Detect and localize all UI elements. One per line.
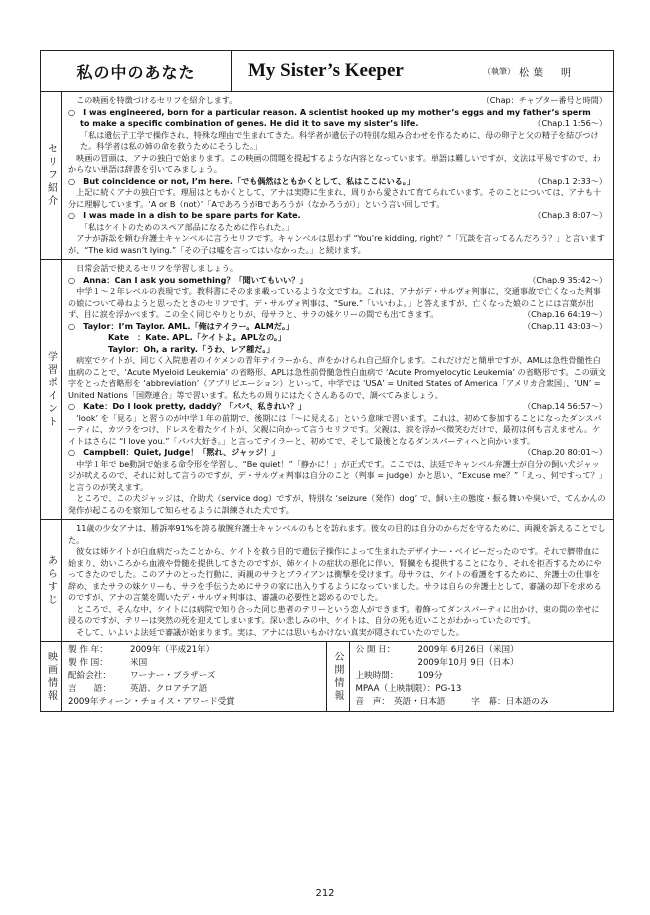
kokai-info-value: 109分 [417,671,443,681]
serif-paragraph-3: アナが訴訟を頼む弁護士キャンベルに言うセリフです。キャンベルは思わず “You’re kidding, right？”「冗談を言ってるんだろう？」と言いますが、“The kid wasn’t lying.”「その子は嘘を言ってはいなかった。」と続けます。 [68,233,605,255]
gakushu-quote-2-chapter: （Chap.11 43:03～） [523,320,607,331]
section-label-arasuji: あらすじ [45,554,57,607]
serif-quote-1: ○ I was engineered, born for a particular reason. A scientist hooked up my mother’s eggs and my father’s sperm [68,106,591,117]
kokai-info-row [356,670,608,683]
kokai-info-row [356,657,608,670]
eiga-info-key: 製 作 年： [68,645,108,655]
eiga-info-row [68,657,320,670]
gakushu-paragraph-5: ところで、この犬ジャッジは、介助犬（service dog）ですが、特別な ‘seizure（発作）dog’ で、飼い主の態度・振る舞いや臭いで、てんかんの発作が起こるのを察知して知らせるように訓練された犬です。 [68,493,606,515]
gakushu-quote-3-chapter: （Chap.14 56:57～） [523,401,607,411]
eiga-info-value: 2009年ティーン・チョイス・アワード受賞 [68,697,235,707]
serif-intro: この映画を特徴づけるセリフを紹介します。 [76,95,238,105]
kokai-info-key [356,657,418,670]
eiga-info-key: 言 語： [68,684,111,694]
author-name: 松葉 明 [519,67,575,79]
gakushu-paragraph-3: ‘look’ を「見る」と習うのが中学１年の前期で、後期には「～に見える」という意味で習います。これは、初めて参加することになったダンスパーティに、カツラをつけ、ドレスを着たケイトが、父親に向かって言うセリフです。父親は、涙を浮かべ微笑むだけで、最初は何も言えません。ケイトはさらに “I love you.”「パパ大好き。」と言ってテイラーと、初めてで、そして最後となるダンスパーティへと向かいます。 [68,412,602,446]
gakushu-quote-1-chapter: （Chap.9 35:42～） [528,274,607,285]
section-label-kokai: 公開情報 [332,650,343,703]
eiga-info-key: 製 作 国： [68,658,108,668]
gakushu-paragraph-2: 病室でケイトが、同じく入院患者のイケメンの青年テイラーから、声をかけられ自己紹介します。これだけだと簡単ですが、AMLは急性骨髄性白血病のことで、‘Acute Myeloid Leukemia’ の省略形、APLは急性前骨髄急性白血病で ‘Acute Promyelocytic Leukemia’ の省略形です。この頭文字をとった省略形を ‘abbreviation’（アブリビエーション）といって、中学では ‘USA’ = United States of America「アメリカ合衆国」、‘UN’ = United Nations「国際連合」等で習います。私たちの周りにはたくさんあるので、調べてみましょう。 [68,355,606,400]
arasuji-paragraph-2: 彼女は姉ケイトが白血病だったことから、ケイトを救う目的で遺伝子操作によって生まれたデザイナー・ベイビーだったのです。それで臍帯血に始まり、幼いころから血液や骨髄を提供してきたのですが、姉ケイトの症状の悪化に伴い、腎臓をも提供することになり、それを拒否するためにやってきたのでした。このアナのとった行動に、両親のサラとブライアンは衝撃を受けます。母サラは、ケイトの看護をするために、弁護士の仕事を辞め、またサラの妹ケリーも、サラを手伝うためにサラの家に出入りするようになっていました。サラは自らの弁護士として、審議の却下を求めるのですが、アナの言葉を聞いたデ・サルヴォ判事は、審議の必要性と認めるのでした。 [68,546,602,602]
gakushu-quote-2c: Taylor：Oh, a rarity.「うわ、レア種だ。」 [108,343,275,354]
kokai-info-row [356,696,608,709]
section-label-gakushu: 学習ポイント [45,350,57,429]
serif-quote-1b: to make a specific combination of genes. He did it to save my sister’s life. [80,118,419,128]
author-role: （執筆） [483,66,515,76]
kokai-info-row [356,683,608,696]
gakushu-paragraph-1: 中学１～２年レベルの表現です。教科書にそのまま載っているような文ですね。これは、アナがデ・サルヴォ判事に、交通事故で亡くなった判事の娘について尋ねようと思ったときのセリフです。デ・サルヴォ判事は、“Sure.”「いいわよ。」と答えますが、亡くなった娘のことには言葉が出ず、目に涙を浮かべます。この全く同じやりとりが、母サラと、サラの妹ケリーの間でも出てきます。 （Chap.16 64:19～） [68,286,607,319]
kokai-info [350,642,614,711]
arasuji-paragraph-3: ところで、そんな中、ケイトには病院で知り合った同じ患者のテリーという恋人ができます。着飾ってダンスパーティに出かけ、束の間の幸せに浸るのですが、テリーは突然の死を迎えてしまいます。深い悲しみの中、ケイトは、自分の死も近いことがわかっていたのです。 [68,603,600,625]
section-serif [41,92,613,260]
title-japanese: 私の中のあなた [41,51,232,91]
movie-sheet [40,50,614,712]
kokai-info-key: 音 声： [355,697,390,707]
serif-quote-1-chapter: （Chap.1 1:56～） [533,118,607,128]
serif-quote-3-chapter: （Chap.3 8:07～） [533,210,607,220]
gakushu-quote-2: ○ Taylor：I’m Taylor. AML.「俺はテイラー。ALMだ。」 [68,320,295,331]
arasuji-paragraph-1: 11歳の少女アナは、勝訴率91%を誇る敏腕弁護士キャンベルのもとを訪れます。彼女の目的は自分のからだを守るために、両親を訴えることでした。 [68,523,606,545]
serif-quote-3: ○ I was made in a dish to be spare parts for Kate. [68,210,301,220]
gakushu-quote-3: ○ Kate：Do I look pretty, daddy？「パパ、私きれい？」 [68,401,307,411]
gakushu-quote-2b: Kate ：Kate. APL.「ケイトよ。APLなの。」 [108,332,287,342]
serif-intro-note: （Chap：チャプター番号と時間） [481,95,607,105]
serif-quote-2: ○ But coincidence or not, I’m here.「でも偶然はともかくとして、私はここにいる。」 [68,175,415,186]
eiga-info-row [68,670,320,683]
eiga-info-row [68,644,320,657]
eiga-info-value: ワーナー・ブラザーズ [130,671,216,681]
sheet-header [41,51,613,92]
section-label-serif: セリフ紹介 [45,143,57,208]
eiga-info-value: 2009年（平成21年） [130,645,215,655]
gakushu-intro: 日常会話で使えるセリフを学習しましょう。 [76,263,238,273]
gakushu-paragraph-4: 中学１年で be動詞で始まる命令形を学習し、“Be quiet！”「静かに！」が正式です。ここでは、法廷でキャンベル弁護士が自分の飼い犬ジャッジが吠えるので、それに対して言うのですが、デ・サルヴォ判事は自分のこと（判事 = judge）かと思い、“Excuse me？”「えっ、何ですって？」と言うのが笑えます。 [68,458,607,492]
page-number: 212 [315,888,335,899]
title-english: My Sister’s Keeper [248,60,404,81]
eiga-info [62,642,326,711]
eiga-info-row [68,683,320,696]
kokai-info-key: 公 開 日： [355,645,396,655]
eiga-info-row [68,696,320,709]
kokai-info-value: PG-13 [435,684,462,694]
kokai-info-value: 2009年 6月26日（米国） [417,645,519,655]
section-arasuji [41,520,613,642]
kokai-info-value: 2009年10月 9日（日本） [417,658,519,668]
section-info [41,642,613,711]
serif-quote-3-translation: 「私はケイトのためのスペア部品になるために作られた。」 [80,221,294,232]
serif-paragraph-1: 映画の冒頭は、アナの独白で始まります。この映画の問題を提起するような内容となっています。単語は難しいですが、文法は平易ですので、わからない単語は辞書を引いてみましょう。 [68,152,601,174]
kokai-info-key: MPAA（上映制限）： [355,684,436,694]
kokai-info-value: 英語・日本語 字 幕：日本語のみ [393,697,549,707]
section-gakushu [41,260,613,520]
eiga-info-key: 配給会社： [68,671,111,681]
serif-quote-2-chapter: （Chap.1 2:33～） [533,175,607,186]
kokai-info-key: 上映時間： [355,671,399,681]
gakushu-quote-1: ○ Anna：Can I ask you something？「聞いてもいい？」 [68,274,308,285]
gakushu-quote-4-chapter: （Chap.20 80:01～） [523,447,607,457]
serif-quote-1-translation: 「私は遺伝子工学で操作され、特殊な理由で生まれてきた。科学者が遺伝子の特別な組み合わせを作るために、母の卵子と父の精子を結びつけた。科学者は私の姉の命を救うためにそうした。」 [80,129,599,151]
eiga-info-value: 米国 [130,658,148,668]
section-label-eiga: 映画情報 [45,650,57,703]
serif-paragraph-2: 上記に続くアナの独白です。理屈はともかくとして、アナは実際に生まれ、周りから愛されて育てられています。そのことについては、アナも十分に理解しています。‘A or B（not）’「AであろうがBであろうが（なかろうが）」という言い回しです。 [68,187,602,209]
kokai-info-row [356,644,608,657]
gakushu-quote-4: ○ Campbell：Quiet, Judge！「黙れ、ジャッジ！」 [68,447,280,457]
eiga-info-value: 英語、クロアチア語 [130,684,208,694]
gakushu-paragraph-1-chapter: （Chap.16 64:19～） [523,309,607,319]
arasuji-paragraph-4: そして、いよいよ法廷で審議が始まります。実は、アナには思いもかけない真実が隠されていたのでした。 [76,626,464,637]
author [477,51,613,91]
